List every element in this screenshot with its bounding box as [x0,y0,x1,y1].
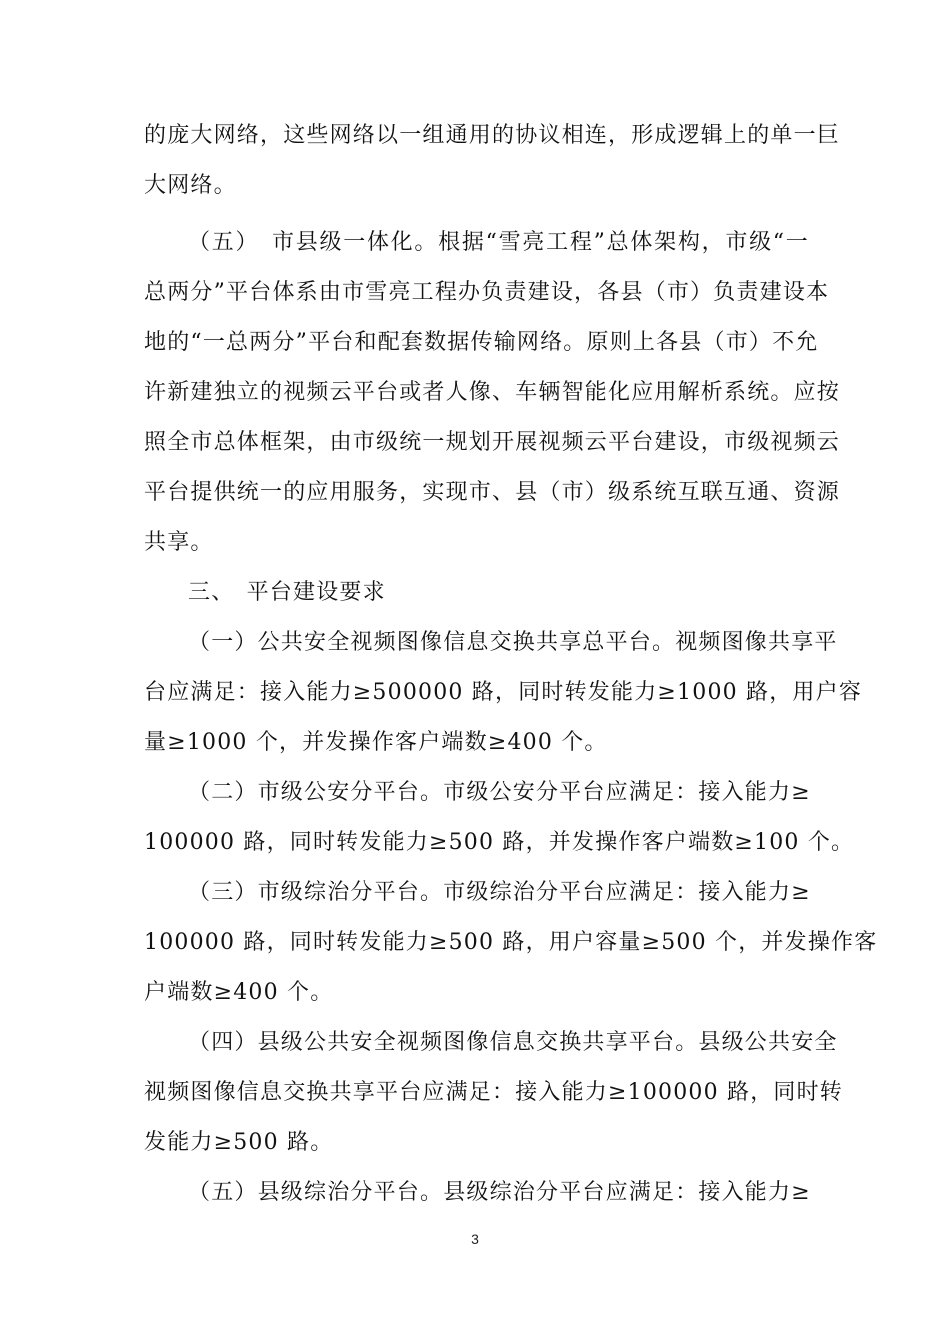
paragraph-line: 许新建独立的视频云平台或者人像、车辆智能化应用解析系统。应按 [144,380,841,405]
paragraph-line: 户端数≥400 个。 [144,980,334,1005]
paragraph-line: 视频图像信息交换共享平台应满足：接入能力≥100000 路，同时转 [144,1080,844,1105]
paragraph-line: 100000 路，同时转发能力≥500 路，并发操作客户端数≥100 个。 [144,830,855,855]
paragraph-line: （五）县级综治分平台。县级综治分平台应满足：接入能力≥ [188,1180,811,1205]
paragraph-line: 台应满足：接入能力≥500000 路，同时转发能力≥1000 路，用户容 [144,680,863,705]
paragraph-line: （三）市级综治分平台。市级综治分平台应满足：接入能力≥ [188,880,811,905]
section-five-heading-line: （五） 市县级一体化。根据“雪亮工程”总体架构，市级“一 [188,230,809,255]
paragraph-line: 100000 路，同时转发能力≥500 路，用户容量≥500 个，并发操作客 [144,930,878,955]
paragraph-line: 地的“一总两分”平台和配套数据传输网络。原则上各县（市）不允 [144,330,819,355]
paragraph-line: 量≥1000 个，并发操作客户端数≥400 个。 [144,730,608,755]
paragraph-line: 平台提供统一的应用服务，实现市、县（市）级系统互联互通、资源 [144,480,841,505]
section-heading: 三、 平台建设要求 [188,580,386,605]
paragraph-line: （一）公共安全视频图像信息交换共享总平台。视频图像共享平 [188,630,838,655]
paragraph-line: 总两分”平台体系由市雪亮工程办负责建设，各县（市）负责建设本 [144,280,830,305]
paragraph-line: （四）县级公共安全视频图像信息交换共享平台。县级公共安全 [188,1030,838,1055]
paragraph-line: 共享。 [144,530,214,555]
paragraph-line: （二）市级公安分平台。市级公安分平台应满足：接入能力≥ [188,780,811,805]
paragraph-line: 的庞大网络，这些网络以一组通用的协议相连，形成逻辑上的单一巨 [144,123,841,148]
paragraph-line: 大网络。 [144,173,237,198]
paragraph-line: 照全市总体框架，由市级统一规划开展视频云平台建设，市级视频云 [144,430,841,455]
page-number: 3 [471,1231,479,1247]
paragraph-line: 发能力≥500 路。 [144,1130,334,1155]
